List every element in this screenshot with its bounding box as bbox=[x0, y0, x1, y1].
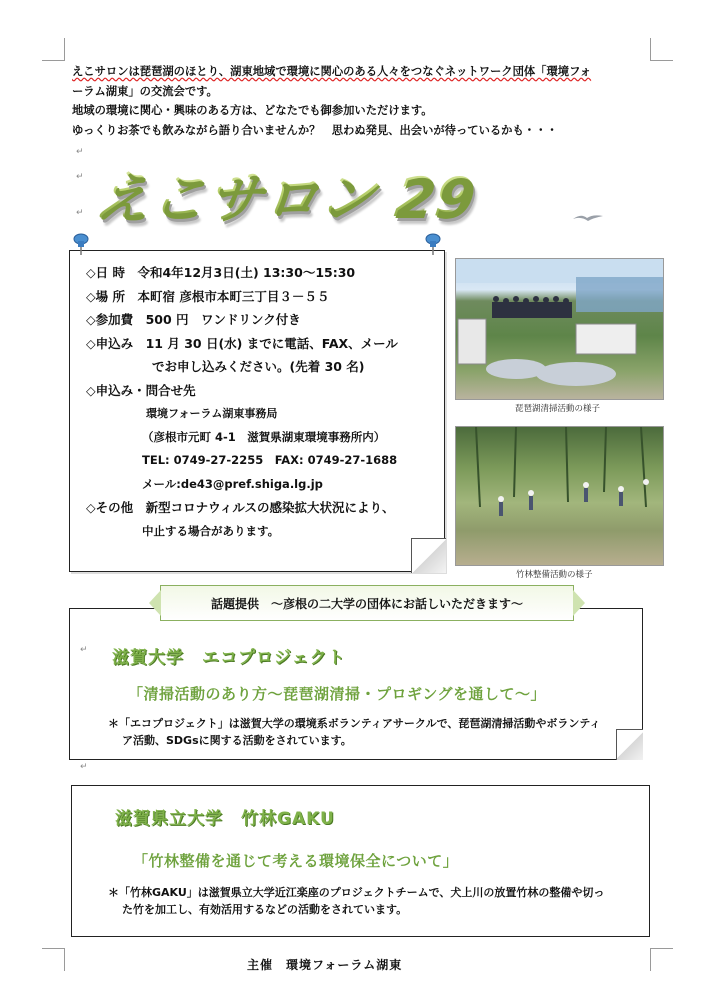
intro-text bbox=[72, 62, 632, 140]
page-curl bbox=[411, 538, 446, 573]
session2-desc-line2: た竹を加工し、有効活用するなどの活動をされています。 bbox=[122, 903, 408, 916]
photo-lake-cleanup bbox=[455, 258, 664, 400]
paragraph-mark: ↵ bbox=[76, 172, 84, 182]
session1-desc bbox=[108, 715, 600, 749]
photo-caption-1: 琵琶湖清掃活動の様子 bbox=[515, 404, 601, 414]
paragraph-mark: ↵ bbox=[80, 762, 88, 772]
info-apply-cont: でお申し込みください。(先着 30 名) bbox=[152, 359, 365, 374]
topic-banner bbox=[160, 585, 574, 621]
page-title: えこサロン 29 bbox=[89, 158, 480, 238]
session2-desc bbox=[108, 884, 604, 918]
intro-line-4: ゆっくりお茶でも飲みながら語り合いませんか？ 思わぬ発見、出会いが待っているかも・・・ bbox=[72, 123, 558, 137]
info-apply: ◇申込み 11 月 30 日(水) までに電話、FAX、メール bbox=[86, 335, 398, 351]
session1-topic: 「清掃活動のあり方～琵琶湖清掃・プロギングを通して～」 bbox=[128, 685, 547, 703]
photo-bamboo-maintenance bbox=[455, 426, 664, 566]
info-other: ◇その他 新型コロナウィルスの感染拡大状況により、 bbox=[86, 500, 395, 515]
title-wordart bbox=[90, 158, 480, 238]
info-contact-tel: TEL: 0749-27-2255 FAX: 0749-27-1688 bbox=[142, 453, 398, 467]
bird-icon bbox=[573, 213, 603, 223]
info-fee: ◇参加費 500 円 ワンドリンク付き bbox=[86, 312, 301, 327]
session2-topic: 「竹林整備を通じて考える環境保全について」 bbox=[133, 852, 459, 870]
crop-mark-bottom-right bbox=[650, 948, 673, 971]
event-info-lines bbox=[86, 261, 398, 543]
paragraph-mark: ↵ bbox=[76, 147, 84, 157]
info-place: ◇場 所 本町宿 彦根市本町三丁目３－５５ bbox=[86, 288, 330, 304]
session1-org: 滋賀大学 エコプロジェクト bbox=[112, 648, 346, 668]
session1-desc-line2: ア活動、SDGsに関する活動をされています。 bbox=[122, 734, 352, 747]
intro-line-1 bbox=[72, 62, 632, 82]
intro-line-1-text: えこサロンは琵琶湖のほとり、湖東地域で環境に関心のある人々をつなぐネットワーク団体「環境フォ bbox=[72, 65, 592, 78]
intro-line-3: 地域の環境に関心・興味のある方は、どなたでも御参加いただけます。 bbox=[72, 104, 433, 117]
event-info-box bbox=[69, 250, 445, 572]
info-contact-head: ◇申込み・問合せ先 bbox=[86, 382, 196, 398]
page-curl bbox=[616, 729, 643, 760]
info-contact-addr: （彦根市元町 4-1 滋賀県湖東環境事務所内） bbox=[142, 429, 386, 444]
session2-desc-line1: ＊「竹林GAKU」は滋賀県立大学近江楽座のプロジェクトチームで、犬上川の放置竹林の整備や切っ bbox=[108, 886, 605, 899]
photo-caption-2: 竹林整備活動の様子 bbox=[516, 570, 593, 580]
session2-org: 滋賀県立大学 竹林GAKU bbox=[115, 809, 335, 829]
organizer-footer: 主催 環境フォーラム湖東 bbox=[247, 958, 403, 972]
crop-mark-bottom-left bbox=[42, 948, 65, 971]
info-other-cont: 中止する場合があります。 bbox=[142, 523, 280, 538]
pushpin-icon bbox=[425, 233, 441, 255]
pushpin-icon bbox=[73, 233, 89, 255]
crop-mark-top-right bbox=[650, 38, 673, 61]
intro-line-2: ーラム湖東」の交流会です。 bbox=[72, 84, 218, 98]
session1-desc-line1: ＊「エコプロジェクト」は滋賀大学の環境系ボランティアサークルで、琵琶湖清掃活動やボランティ bbox=[108, 717, 601, 730]
paragraph-mark: ↵ bbox=[76, 208, 84, 218]
info-contact-org: 環境フォーラム湖東事務局 bbox=[146, 407, 278, 420]
topic-banner-text: 話題提供 ～彦根の二大学の団体にお話しいただきます～ bbox=[210, 596, 523, 611]
crop-mark-top-left bbox=[42, 38, 65, 61]
info-contact-mail: メール:de43@pref.shiga.lg.jp bbox=[142, 476, 323, 491]
paragraph-mark: ↵ bbox=[80, 645, 88, 655]
info-date: ◇日 時 令和4年12月3日(土) 13:30～15:30 bbox=[86, 265, 356, 280]
